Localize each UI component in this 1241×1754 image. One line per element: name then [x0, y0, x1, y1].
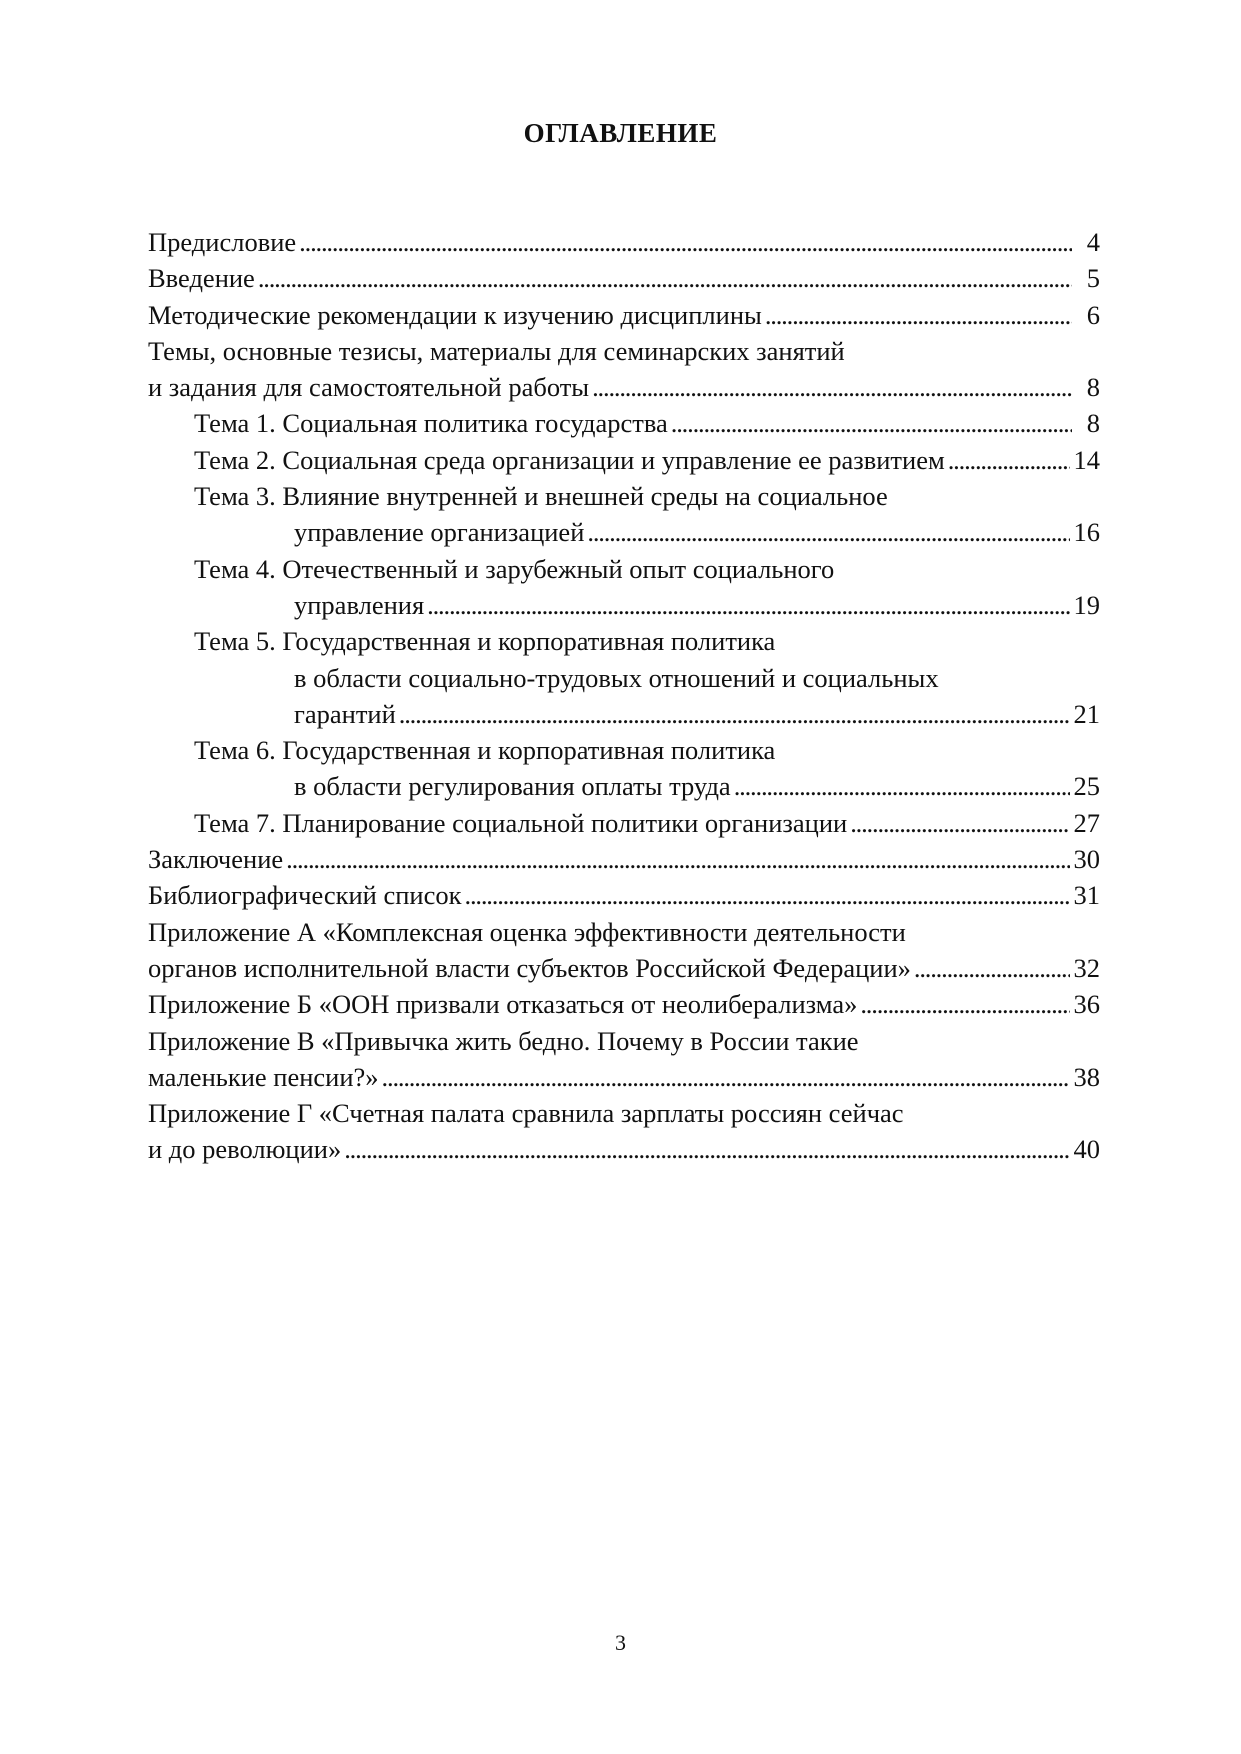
toc-entry[interactable] [148, 260, 1100, 296]
toc-entry-text: Тема 1. Социальная политика государства [194, 408, 668, 439]
toc-entry[interactable] [148, 986, 1100, 1022]
toc-entry[interactable] [148, 1023, 1100, 1096]
toc-page-number: 19 [1073, 589, 1100, 620]
page-title: ОГЛАВЛЕНИЕ [523, 118, 718, 148]
toc-entry[interactable] [148, 732, 1100, 805]
toc-entry[interactable] [148, 478, 1100, 551]
toc-entry-text: управление организацией [294, 517, 585, 548]
toc-entry-text: Приложение В «Привычка жить бедно. Почему в России такие [148, 1025, 859, 1056]
toc-leader-dots [286, 841, 1069, 877]
toc-entry-line [194, 623, 1100, 659]
toc-page-number: 32 [1073, 952, 1100, 983]
toc-page-number: 16 [1073, 517, 1100, 548]
toc-entry-text: Тема 6. Государственная и корпоративная политика [194, 735, 776, 766]
toc-entry-line [148, 950, 1100, 986]
toc-entry-line [194, 478, 1100, 514]
toc-entry-line [194, 768, 1100, 804]
toc-leader-dots [765, 297, 1072, 333]
toc-leader-dots [299, 224, 1072, 260]
toc-page-number: 25 [1073, 771, 1100, 802]
toc-entry[interactable] [148, 914, 1100, 987]
toc-leader-dots [948, 442, 1070, 478]
toc-entry-text: Приложение Г «Счетная палата сравнила зарплаты россиян сейчас [148, 1098, 904, 1129]
toc-entry-line [148, 1023, 1100, 1059]
toc-leader-dots [860, 986, 1069, 1022]
toc-entry[interactable] [148, 442, 1100, 478]
toc-entry-line [148, 1095, 1100, 1131]
toc-entry[interactable] [148, 224, 1100, 260]
toc-entry[interactable] [148, 333, 1100, 406]
toc-entry-line [148, 1131, 1100, 1167]
toc-entry[interactable] [148, 805, 1100, 841]
toc-entry-text: Методические рекомендации к изучению дисциплины [148, 299, 762, 330]
toc-entry-line [148, 224, 1100, 260]
toc-entry[interactable] [148, 877, 1100, 913]
toc-entry-line [194, 805, 1100, 841]
toc-entry-line [148, 986, 1100, 1022]
toc-entry-line [194, 551, 1100, 587]
toc-entry-line [148, 914, 1100, 950]
toc-entry-line [148, 333, 1100, 369]
toc-page-number: 40 [1073, 1134, 1100, 1165]
toc-entry-line [148, 877, 1100, 913]
toc-leader-dots [427, 587, 1069, 623]
toc-entry-line [194, 660, 1100, 696]
toc-leader-dots [592, 369, 1072, 405]
toc-entry-text: в области социально-трудовых отношений и социальных [294, 662, 939, 693]
toc-entry-text: и задания для самостоятельной работы [148, 372, 590, 403]
toc-entry-text: маленькие пенсии?» [148, 1061, 379, 1092]
toc-page-number: 30 [1073, 844, 1100, 875]
toc-leader-dots [671, 405, 1072, 441]
page-number: 3 [615, 1630, 626, 1655]
toc-entry-text: Тема 5. Государственная и корпоративная политика [194, 626, 776, 657]
toc-entry-line [194, 405, 1100, 441]
toc-entry-text: Введение [148, 263, 255, 294]
toc-entry-line [194, 442, 1100, 478]
toc-page-number: 14 [1073, 444, 1100, 475]
toc-entry-text: в области регулирования оплаты труда [294, 771, 731, 802]
toc-entry-text: Тема 7. Планирование социальной политики организации [194, 807, 848, 838]
toc-page-number: 38 [1073, 1061, 1100, 1092]
toc-entry-text: управления [294, 589, 425, 620]
toc-page-number: 4 [1086, 227, 1100, 257]
toc-entry-text: Темы, основные тезисы, материалы для семинарских занятий [148, 335, 845, 366]
toc-leader-dots [914, 950, 1070, 986]
toc-entry[interactable] [148, 551, 1100, 624]
toc-page-number: 27 [1073, 807, 1100, 838]
toc-entry-text: и до революции» [148, 1134, 342, 1165]
toc-leader-dots [465, 877, 1070, 913]
toc-entry[interactable] [148, 623, 1100, 732]
toc-entry[interactable] [148, 1095, 1100, 1168]
toc-entry-text: Тема 4. Отечественный и зарубежный опыт социального [194, 553, 835, 584]
toc-leader-dots [850, 805, 1069, 841]
toc-entry[interactable] [148, 841, 1100, 877]
toc-entry-text: Заключение [148, 844, 284, 875]
toc-entry-text: Библиографический список [148, 880, 462, 911]
toc-entry-line [194, 514, 1100, 550]
toc-entry[interactable] [148, 405, 1100, 441]
toc-entry[interactable] [148, 297, 1100, 333]
toc-leader-dots [399, 696, 1070, 732]
toc-page-number: 31 [1073, 880, 1100, 911]
toc-leader-dots [344, 1131, 1069, 1167]
toc-page-number: 21 [1073, 698, 1100, 729]
toc-entry-line [194, 732, 1100, 768]
toc-entry-text: Тема 3. Влияние внутренней и внешней среды на социальное [194, 481, 888, 512]
toc-entry-text: Тема 2. Социальная среда организации и управление ее развитием [194, 444, 945, 475]
toc-entry-text: Приложение А «Комплексная оценка эффективности деятельности [148, 916, 906, 947]
toc-page-number: 8 [1086, 408, 1100, 439]
toc-entry-text: Предисловие [148, 227, 297, 257]
toc-page-number: 6 [1086, 299, 1100, 330]
toc-page-number: 36 [1073, 989, 1100, 1020]
toc-entry-text: Приложение Б «ООН призвали отказаться от неолиберализма» [148, 989, 858, 1020]
toc-entry-line [194, 696, 1100, 732]
toc-leader-dots [258, 260, 1072, 296]
toc-page-number: 8 [1086, 372, 1100, 403]
toc-entry-line [148, 841, 1100, 877]
toc-entry-line [194, 587, 1100, 623]
toc-leader-dots [734, 768, 1070, 804]
toc-leader-dots [382, 1059, 1070, 1095]
toc-entry-line [148, 369, 1100, 405]
toc-entry-text: гарантий [294, 698, 396, 729]
toc-entry-text: органов исполнительной власти субъектов Российской Федерации» [148, 952, 911, 983]
toc-entry-line [148, 297, 1100, 333]
toc-page-number: 5 [1086, 263, 1100, 294]
table-of-contents [148, 224, 1100, 1168]
toc-leader-dots [587, 514, 1069, 550]
toc-entry-line [148, 260, 1100, 296]
toc-entry-line [148, 1059, 1100, 1095]
